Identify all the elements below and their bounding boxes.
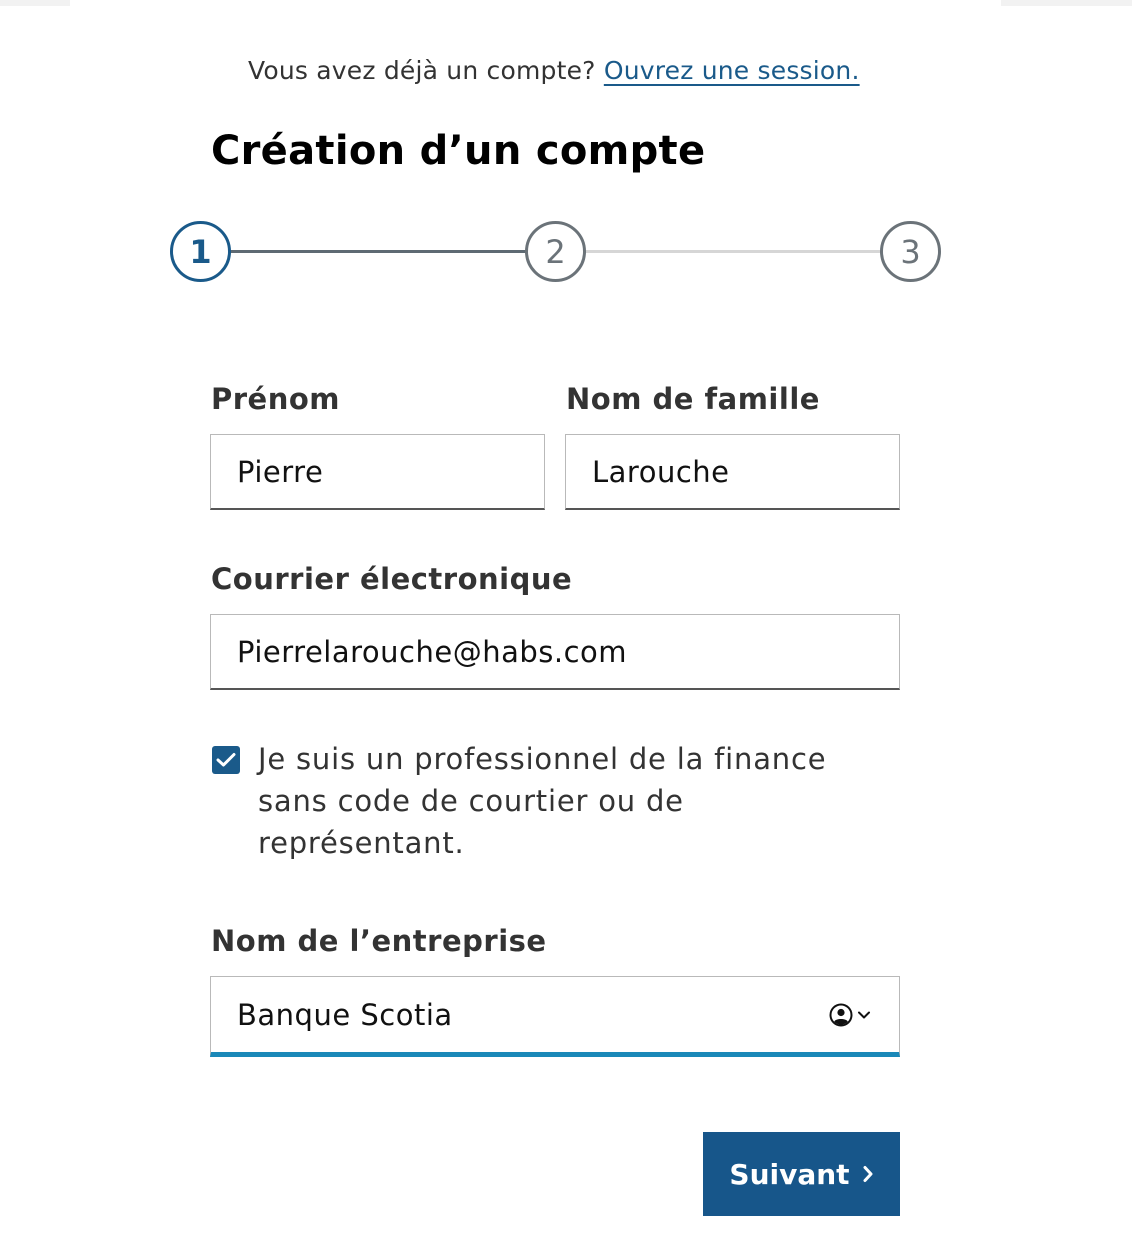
company-label: Nom de l’entreprise — [211, 924, 547, 958]
stepper-progress-line-completed — [228, 250, 526, 253]
autofill-menu-trigger[interactable] — [829, 1003, 871, 1027]
first-name-label: Prénom — [211, 382, 341, 416]
contact-card-icon — [829, 1003, 853, 1027]
finance-professional-checkbox-label[interactable]: Je suis un professionnel de la finance sans code de courtier ou de représentant. — [258, 742, 827, 860]
chevron-right-icon — [862, 1165, 874, 1183]
finance-professional-checkbox[interactable] — [212, 746, 240, 774]
first-name-value: Pierre — [237, 454, 324, 489]
company-value: Banque Scotia — [237, 997, 453, 1032]
step-1-indicator: 1 — [170, 221, 231, 282]
signin-prompt-line — [248, 56, 860, 85]
next-button-label: Suivant — [729, 1157, 850, 1191]
email-value: Pierrelarouche@habs.com — [237, 634, 628, 669]
next-button[interactable] — [703, 1132, 900, 1216]
step-3-indicator: 3 — [880, 221, 941, 282]
last-name-input[interactable] — [565, 434, 900, 510]
first-name-input[interactable] — [210, 434, 545, 510]
signin-link[interactable]: Ouvrez une session. — [603, 56, 860, 85]
stepper-progress-line-pending — [583, 250, 881, 253]
company-input[interactable] — [210, 976, 900, 1057]
email-label: Courrier électronique — [211, 562, 573, 596]
email-input[interactable] — [210, 614, 900, 690]
top-band-left — [0, 0, 70, 6]
top-band-right — [1001, 0, 1132, 6]
last-name-value: Larouche — [592, 454, 730, 489]
checkmark-icon — [216, 752, 236, 768]
signin-prompt: Vous avez déjà un compte? — [248, 56, 596, 85]
page-title: Création d’un compte — [211, 128, 706, 174]
chevron-down-icon — [857, 1010, 871, 1020]
step-2-indicator: 2 — [525, 221, 586, 282]
last-name-label: Nom de famille — [566, 382, 820, 416]
